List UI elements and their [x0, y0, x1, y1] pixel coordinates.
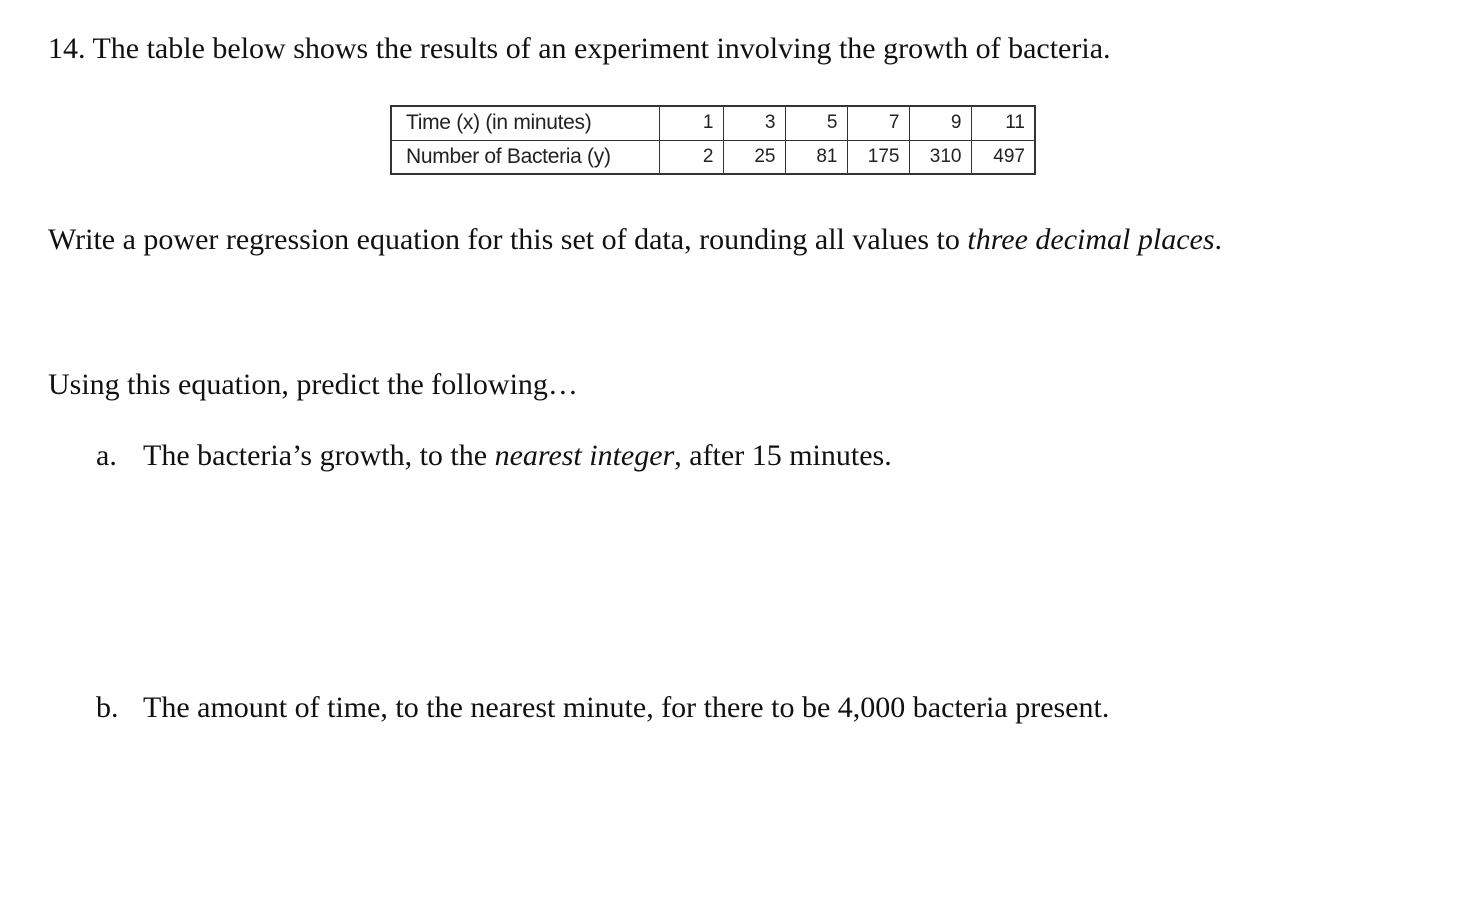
instruction-text	[48, 225, 1222, 255]
table-cell: 3	[723, 106, 785, 140]
table-cell: 175	[847, 140, 909, 174]
table-cell: 81	[785, 140, 847, 174]
part-a	[96, 441, 892, 471]
question-title: 14. The table below shows the results of an experiment involving the growth of bacteria.	[48, 32, 1111, 65]
table-cell: 497	[971, 140, 1035, 174]
instruction-before: Write a power regression equation for this set of data, rounding all values to	[48, 223, 968, 256]
table-row-bacteria	[391, 140, 1035, 174]
table-cell: 7	[847, 106, 909, 140]
row-header-time: Time (x) (in minutes)	[391, 106, 659, 140]
predict-intro: Using this equation, predict the following…	[48, 368, 578, 401]
part-b	[96, 693, 1109, 723]
table-cell: 5	[785, 106, 847, 140]
row-header-bacteria: Number of Bacteria (y)	[391, 140, 659, 174]
data-table	[390, 105, 1036, 175]
table-cell: 1	[659, 106, 723, 140]
instruction-emphasis: three decimal places	[967, 223, 1215, 256]
part-a-before: The bacteria’s growth, to the	[143, 439, 495, 472]
part-a-after: , after 15 minutes.	[674, 439, 892, 472]
table-row-time	[391, 106, 1035, 140]
table-cell: 11	[971, 106, 1035, 140]
part-b-text: The amount of time, to the nearest minute, for there to be 4,000 bacteria present.	[143, 691, 1110, 724]
instruction-after: .	[1214, 223, 1223, 256]
part-b-marker: b.	[96, 691, 119, 724]
table-cell: 2	[659, 140, 723, 174]
table-cell: 9	[909, 106, 971, 140]
table-cell: 310	[909, 140, 971, 174]
table-cell: 25	[723, 140, 785, 174]
part-a-emphasis: nearest integer	[494, 439, 675, 472]
part-a-marker: a.	[96, 439, 117, 472]
